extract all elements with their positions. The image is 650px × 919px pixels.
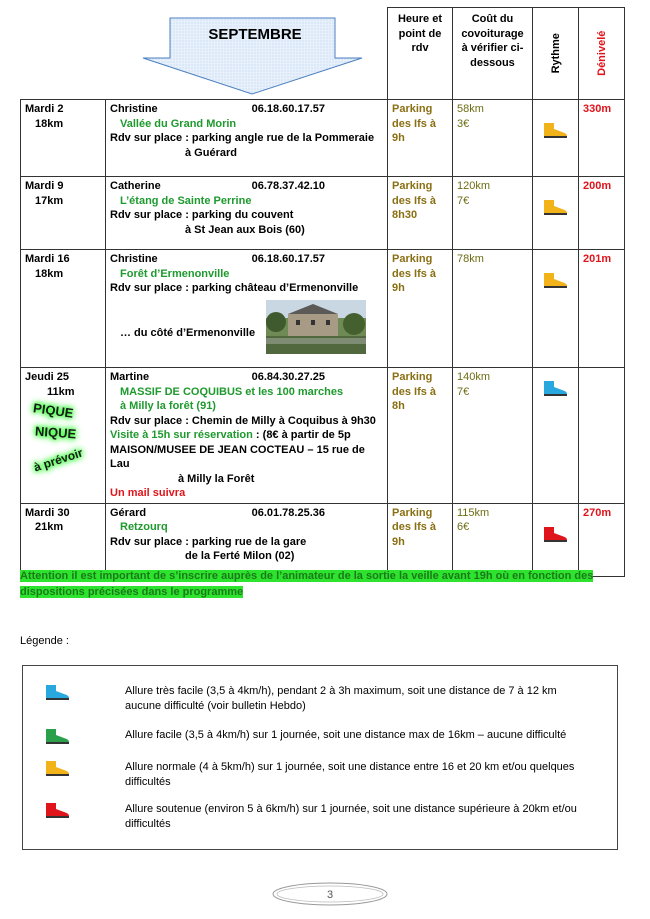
day: Mardi 2 [25,103,64,115]
distance: 11km [47,385,75,398]
distance: 21km [35,521,64,533]
hike-place: Retzourq [120,521,168,533]
shoe-icon [543,272,569,288]
leader-name: Martine [110,371,150,383]
legend-title: Légende : [20,635,69,647]
col-header-rhythm: Rythme [549,33,562,74]
mail-note: Un mail suivra [110,487,186,499]
shoe-icon [543,122,569,138]
legend-box [22,665,618,850]
elevation: 330m [579,100,625,177]
visit-price: : (8€ à partir de 5p [252,429,351,441]
table-row [21,503,625,576]
picnic-badge: NIQUE [34,423,77,442]
day: Mardi 30 [25,506,70,519]
table-row [21,100,625,177]
cost-eur: 3€ [457,117,470,130]
legend-text: Allure facile (3,5 à 4km/h) sur 1 journée, soit une distance max de 16km – aucune difficulté [125,729,567,741]
meeting-point: Parking des Ifs à 9h [388,503,453,576]
legend-text: Allure très facile (3,5 à 4km/h), pendant 2 à 3h maximum, soit une distance de 7 à 12 km aucune difficulté (voir bulletin Hebdo) [125,685,557,712]
shoe-icon [45,728,71,744]
leader-phone: 06.18.60.17.57 [251,103,325,115]
cost-km: 120km [457,180,491,192]
picnic-badge: PIQUE [32,400,75,421]
shoe-icon [45,802,71,818]
legend-text: Allure normale (4 à 5km/h) sur 1 journée, soit une distance entre 16 et 20 km et/ou quelques difficultés [125,761,575,788]
cost-km: 58km [457,103,484,115]
hike-place: MASSIF DE COQUIBUS et les 100 marches [120,385,344,398]
col-header-time: Heure et point de rdv [388,8,453,100]
leader-name: Catherine [110,180,161,192]
table-row [21,177,625,250]
rdv-line: Rdv sur place : parking du couvent [110,209,294,221]
page-number: 3 [326,889,334,901]
cost-km: 115km [457,506,490,519]
day: Mardi 9 [25,180,64,192]
elevation: 200m [579,177,625,250]
shoe-icon [45,760,71,776]
leader-name: Gérard [110,506,147,519]
meeting-point: Parking des Ifs à 8h [388,368,453,504]
leader-name: Christine [110,253,158,265]
registration-warning: Attention il est important de s’inscrire auprès de l’animateur de la sortie la veille avant 19h où en fonction des dispositions précisées dans le programme [20,570,594,598]
table-row [21,368,625,504]
month-title: SEPTEMBRE [208,26,302,43]
distance: 17km [35,194,64,207]
cost-eur: 7€ [457,194,470,207]
extra-note: … du côté d’Ermenonville [120,327,256,339]
picnic-badge: à prévoir [32,445,85,475]
hike-place: Vallée du Grand Morin [120,117,237,130]
col-header-cost: Coût du covoiturage à vérifier ci-dessous [453,8,533,100]
table-row [21,250,625,368]
col-header-elevation: Dénivelé [595,30,608,76]
leader-phone: 06.78.37.42.10 [251,180,325,192]
meeting-point: Parking des Ifs à 9h [388,100,453,177]
hike-place: à Milly la forêt (91) [120,400,216,412]
rdv-line: Rdv sur place : parking rue de la gare [110,535,307,548]
day: Jeudi 25 [25,371,70,383]
meeting-point: Parking des Ifs à 8h30 [388,177,453,250]
leader-phone: 06.84.30.27.25 [251,371,325,383]
cost-km: 140km [457,371,491,383]
shoe-icon [45,684,71,700]
distance: 18km [35,267,64,280]
rdv-line: Rdv sur place : parking angle rue de la Pommeraie [110,132,375,144]
page-number-frame [271,881,389,907]
rdv-line: de la Ferté Milon (02) [185,550,295,562]
rdv-line: Rdv sur place : Chemin de Milly à Coquibus à 9h30 [110,414,376,427]
visit-info: Visite à 15h sur réservation [110,429,253,441]
shoe-icon [543,526,569,542]
shoe-icon [543,199,569,215]
distance: 18km [35,117,64,130]
elevation: 201m [579,250,625,368]
cost-eur: 6€ [457,521,470,533]
elevation: 270m [579,503,625,576]
museum-line: MAISON/MUSEE DE JEAN COCTEAU – 15 rue de Lau [110,443,365,470]
legend-text: Allure soutenue (environ 5 à 6km/h) sur 1 journée, soit une distance supérieure à 20km et/ou difficultés [125,803,577,830]
rdv-line: à St Jean aux Bois (60) [185,223,305,236]
leader-name: Christine [110,103,158,115]
meeting-point: Parking des Ifs à 9h [388,250,453,368]
leader-phone: 06.18.60.17.57 [251,253,325,265]
hike-place: L’étang de Sainte Perrine [120,194,252,207]
day: Mardi 16 [25,253,70,265]
shoe-icon [543,380,569,396]
rdv-line: Rdv sur place : parking château d’Ermenonville [110,282,359,294]
museum-line: à Milly la Forêt [178,472,255,485]
hike-place: Forêt d’Ermenonville [120,267,230,280]
leader-phone: 06.01.78.25.36 [251,506,325,519]
rdv-line: à Guérard [185,146,237,159]
cost-eur: 7€ [457,385,470,398]
schedule-table [20,7,625,577]
cost-km: 78km [457,253,484,265]
chateau-photo [266,300,366,354]
